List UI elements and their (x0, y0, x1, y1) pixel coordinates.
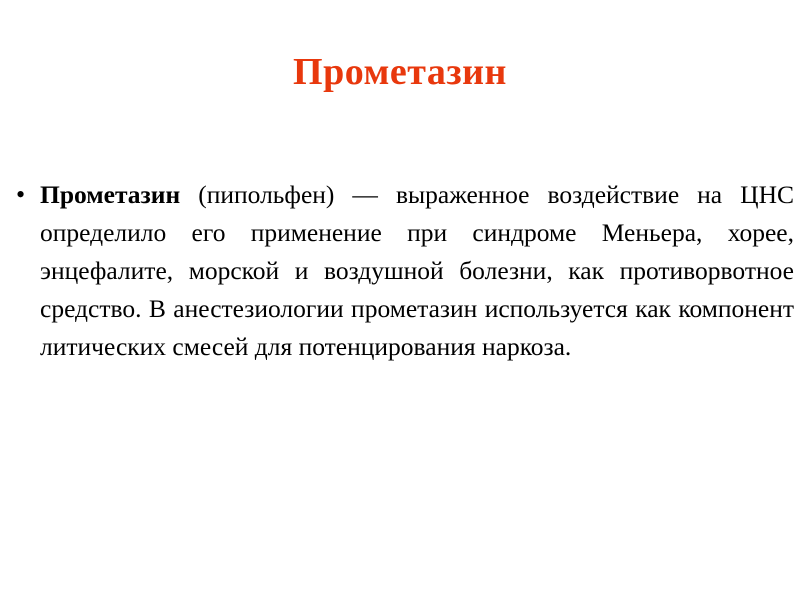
content-body (14, 176, 794, 366)
list-item-description: (пипольфен) — выраженное воздействие на ЦНС определило его применение при синдроме Меньера, хорее, энцефалите, морской и воздушной болезни, как противорвотное средство. В анестезиологии прометазин используется как компонент литических смесей для потенцирования наркоза. (40, 180, 794, 361)
page-title: Прометазин (293, 51, 507, 93)
bullet-point-icon: • (16, 180, 26, 209)
list-item (14, 176, 794, 366)
list-item-text (40, 176, 794, 366)
drug-name-emphasis: Прометазин (40, 180, 181, 209)
